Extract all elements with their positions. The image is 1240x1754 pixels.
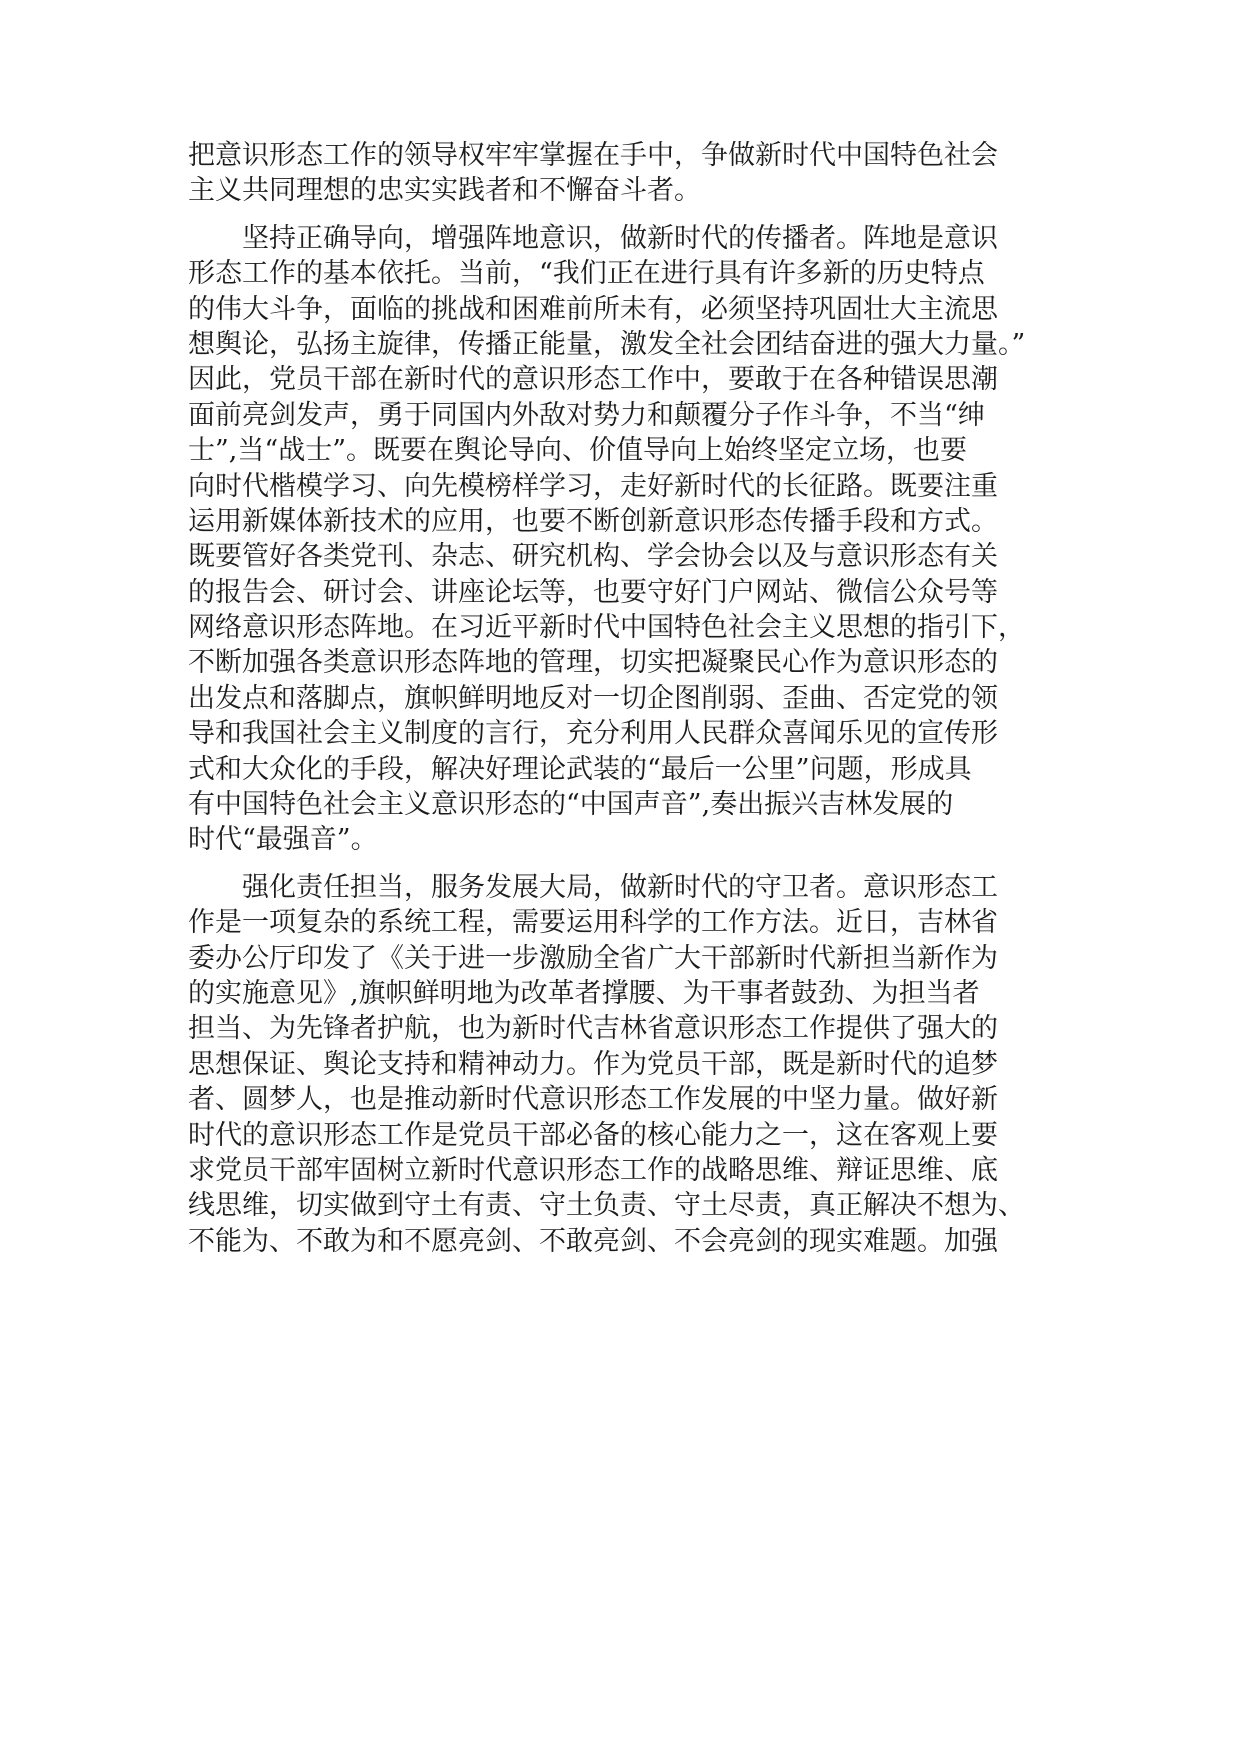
- text-line: 形态工作的基本依托。当前，“我们正在进行具有许多新的历史特点: [188, 258, 985, 290]
- text-line: 担当、为先锋者护航，也为新时代吉林省意识形态工作提供了强大的: [188, 1013, 998, 1045]
- text-line: 士”,当“战士”。既要在舆论导向、价值导向上始终坚定立场，也要: [188, 435, 967, 467]
- text-line: 时代的意识形态工作是党员干部必备的核心能力之一，这在客观上要: [188, 1119, 998, 1151]
- text-line: 线思维，切实做到守土有责、守土负责、守土尽责，真正解决不想为、: [188, 1190, 1025, 1222]
- document-body: [188, 138, 1058, 1259]
- text-line: 者、圆梦人，也是推动新时代意识形态工作发展的中坚力量。做好新: [188, 1084, 998, 1116]
- text-line: 导和我国社会主义制度的言行，充分利用人民群众喜闻乐见的宣传形: [188, 718, 998, 750]
- text-line: 作是一项复杂的系统工程，需要运用科学的工作方法。近日，吉林省: [188, 907, 998, 939]
- text-line: 坚持正确导向，增强阵地意识，做新时代的传播者。阵地是意识: [188, 222, 998, 254]
- text-line: 思想保证、舆论支持和精神动力。作为党员干部，既是新时代的追梦: [188, 1048, 998, 1080]
- text-line: 的实施意见》,旗帜鲜明地为改革者撑腰、为干事者鼓劲、为担当者: [188, 977, 980, 1009]
- paragraph: [188, 870, 1058, 1259]
- text-line: 面前亮剑发声，勇于同国内外敌对势力和颠覆分子作斗争，不当“绅: [188, 399, 985, 431]
- text-line: 的报告会、研讨会、讲座论坛等，也要守好门户网站、微信公众号等: [188, 576, 998, 608]
- text-line: 委办公厅印发了《关于进一步激励全省广大干部新时代新担当新作为: [188, 942, 998, 974]
- text-line: 运用新媒体新技术的应用，也要不断创新意识形态传播手段和方式。: [188, 505, 998, 537]
- text-line: 出发点和落脚点，旗帜鲜明地反对一切企图削弱、歪曲、否定党的领: [188, 682, 998, 714]
- text-line: 不断加强各类意识形态阵地的管理，切实把凝聚民心作为意识形态的: [188, 647, 998, 679]
- text-line: 既要管好各类党刊、杂志、研究机构、学会协会以及与意识形态有关: [188, 541, 998, 573]
- text-line: 因此，党员干部在新时代的意识形态工作中，要敢于在各种错误思潮: [188, 364, 998, 396]
- text-line: 有中国特色社会主义意识形态的“中国声音”,奏出振兴吉林发展的: [188, 789, 954, 821]
- paragraph: [188, 221, 1058, 858]
- text-line: 网络意识形态阵地。在习近平新时代中国特色社会主义思想的指引下，: [188, 612, 1025, 644]
- text-line: 的伟大斗争，面临的挑战和困难前所未有，必须坚持巩固壮大主流思: [188, 293, 998, 325]
- text-line: 把意识形态工作的领导权牢牢掌握在手中，争做新时代中国特色社会: [188, 140, 998, 171]
- paragraph: [188, 138, 1058, 209]
- text-line: 求党员干部牢固树立新时代意识形态工作的战略思维、辩证思维、底: [188, 1154, 998, 1186]
- text-line: 想舆论，弘扬主旋律，传播正能量，激发全社会团结奋进的强大力量。”: [188, 328, 1026, 360]
- text-line: 不能为、不敢为和不愿亮剑、不敢亮剑、不会亮剑的现实难题。加强: [188, 1225, 998, 1257]
- text-line: 时代“最强音”。: [188, 824, 378, 856]
- text-line: 强化责任担当，服务发展大局，做新时代的守卫者。意识形态工: [188, 871, 998, 903]
- text-line: 主义共同理想的忠实实践者和不懈奋斗者。: [188, 175, 701, 207]
- text-line: 式和大众化的手段，解决好理论武装的“最后一公里”问题，形成具: [188, 753, 972, 785]
- text-line: 向时代楷模学习、向先模榜样学习，走好新时代的长征路。既要注重: [188, 470, 998, 502]
